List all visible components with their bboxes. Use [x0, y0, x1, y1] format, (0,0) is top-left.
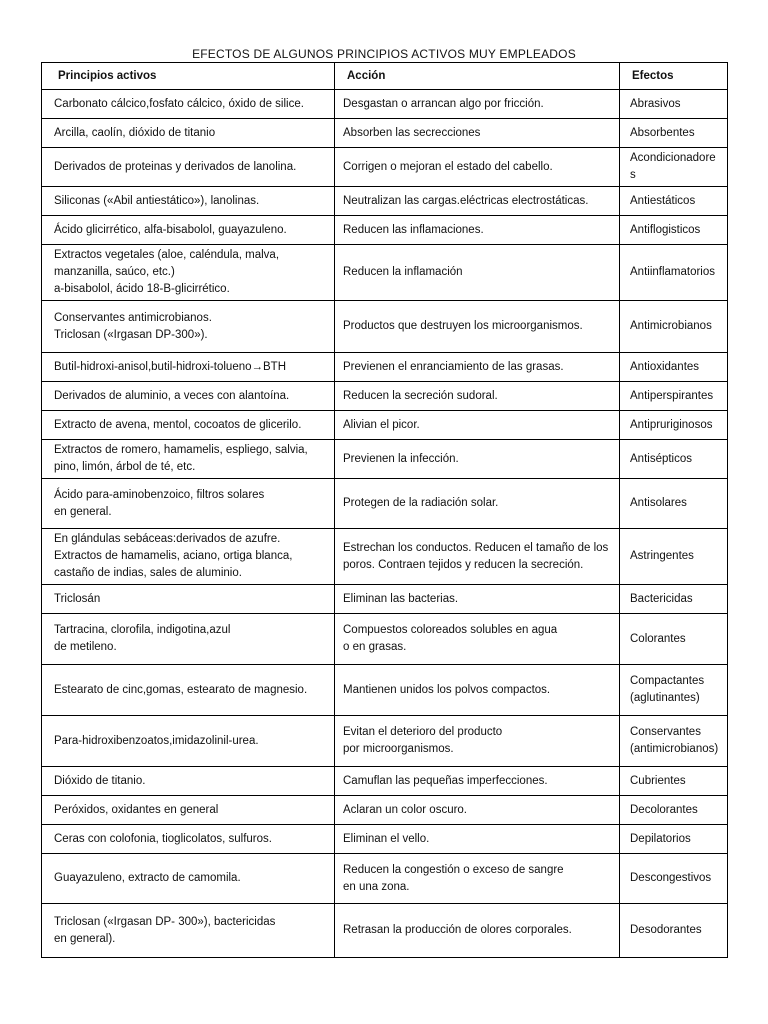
cell-accion-line: Aclaran un color oscuro. [343, 803, 468, 816]
cell-efectos-line: Depilatorios [630, 832, 691, 845]
cell-accion-line: Previenen la infección. [343, 452, 459, 465]
cell-efectos-line: s [630, 169, 636, 181]
cell-accion-line: poros. Contraen tejidos y reducen la secreción. [343, 558, 584, 571]
table-row [42, 301, 728, 353]
cell-efectos-line: Antiperspirantes [630, 389, 714, 402]
cell-efectos [620, 904, 728, 958]
cell-accion-line: Reducen las inflamaciones. [343, 223, 484, 236]
cell-principios-line: Ceras con colofonia, tioglicolatos, sulfuros. [54, 832, 272, 845]
cell-principios [42, 614, 335, 665]
table-row [42, 529, 728, 585]
table-row [42, 854, 728, 904]
cell-efectos-line: (aglutinantes) [630, 692, 700, 704]
cell-principios [42, 216, 335, 245]
table-row [42, 382, 728, 411]
cell-accion-line: Corrigen o mejoran el estado del cabello. [343, 160, 553, 173]
cell-accion [335, 614, 620, 665]
cell-principios-line: Dióxido de titanio. [54, 774, 146, 787]
cell-efectos-line: Antiinflamatorios [630, 266, 716, 278]
cell-principios-line: Triclosán [54, 592, 101, 605]
cell-principios [42, 665, 335, 716]
cell-accion-line: Reducen la secreción sudoral. [343, 389, 498, 402]
cell-accion-line: Absorben las secrecciones [343, 126, 481, 139]
cell-accion-line: o en grasas. [343, 641, 407, 653]
cell-principios-line: Extractos vegetales (aloe, caléndula, malva, [54, 249, 280, 261]
cell-efectos [620, 479, 728, 529]
cell-accion-line: por microorganismos. [343, 743, 454, 755]
cell-principios [42, 119, 335, 148]
cell-accion [335, 90, 620, 119]
cell-accion-line: en una zona. [343, 880, 410, 893]
cell-efectos [620, 440, 728, 479]
table-row [42, 216, 728, 245]
cell-accion [335, 796, 620, 825]
cell-efectos [620, 767, 728, 796]
cell-accion-line: Neutralizan las cargas.eléctricas electrostáticas. [343, 194, 589, 207]
cell-efectos [620, 382, 728, 411]
cell-efectos [620, 614, 728, 665]
cell-efectos [620, 187, 728, 216]
cell-accion [335, 216, 620, 245]
table-row [42, 767, 728, 796]
cell-efectos-line: Antioxidantes [630, 360, 700, 373]
cell-principios [42, 529, 335, 585]
cell-efectos-line: Absorbentes [630, 126, 695, 139]
cell-efectos [620, 825, 728, 854]
cell-principios-line: Extractos de romero, hamamelis, espliego, salvia, [54, 444, 308, 456]
cell-efectos-line: Bactericidas [630, 592, 693, 605]
cell-efectos [620, 665, 728, 716]
cell-principios-line: Extracto de avena, mentol, cocoatos de glicerilo. [54, 418, 302, 431]
cell-efectos-line: Conservantes [630, 726, 701, 738]
cell-principios-line: Butil-hidroxi-anisol,butil-hidroxi-tolueno→BTH [54, 360, 287, 373]
cell-principios-line: castaño de indias, sales de aluminio. [54, 567, 242, 579]
cell-principios [42, 825, 335, 854]
cell-principios [42, 353, 335, 382]
table-row [42, 716, 728, 767]
cell-accion-line: Estrechan los conductos. Reducen el tamaño de los [343, 541, 609, 554]
cell-principios [42, 479, 335, 529]
cell-accion [335, 529, 620, 585]
cell-accion-line: Mantienen unidos los polvos compactos. [343, 683, 551, 696]
cell-accion [335, 854, 620, 904]
cell-principios [42, 716, 335, 767]
cell-principios [42, 796, 335, 825]
cell-accion-line: Eliminan el vello. [343, 832, 430, 845]
cell-principios-line: Arcilla, caolín, dióxido de titanio [54, 126, 216, 139]
cell-principios-line: Derivados de proteinas y derivados de lanolina. [54, 160, 297, 173]
cell-efectos-line: Colorantes [630, 632, 686, 645]
table-row [42, 479, 728, 529]
cell-principios-line: a-bisabolol, ácido 18-B-glicirrético. [54, 283, 230, 295]
table-header-row [42, 63, 728, 90]
cell-efectos [620, 854, 728, 904]
table-row [42, 353, 728, 382]
cell-accion-line: Productos que destruyen los microorganismos. [343, 320, 583, 332]
cell-accion [335, 187, 620, 216]
table-row [42, 665, 728, 716]
table-row [42, 904, 728, 958]
cell-principios-line: de metileno. [54, 641, 117, 653]
table-row [42, 119, 728, 148]
cell-principios-line: Derivados de aluminio, a veces con alantoína. [54, 389, 290, 402]
cell-accion-line: Compuestos coloreados solubles en agua [343, 624, 558, 636]
cell-principios-line: Carbonato cálcico,fosfato cálcico, óxido de silice. [54, 97, 304, 110]
cell-efectos-line: Desodorantes [630, 924, 702, 936]
cell-accion-line: Protegen de la radiación solar. [343, 497, 499, 509]
cell-efectos-line: Decolorantes [630, 803, 698, 816]
cell-accion-line: Alivian el picor. [343, 418, 420, 431]
cell-accion-line: Camuflan las pequeñas imperfecciones. [343, 774, 548, 787]
table-row [42, 796, 728, 825]
header-accion: Acción [335, 63, 620, 90]
cell-efectos-line: Abrasivos [630, 97, 681, 110]
cell-principios [42, 301, 335, 353]
cell-accion [335, 767, 620, 796]
cell-principios-line: manzanilla, saúco, etc.) [54, 266, 175, 278]
cell-principios [42, 585, 335, 614]
table-row [42, 187, 728, 216]
cell-efectos [620, 796, 728, 825]
cell-efectos [620, 585, 728, 614]
cell-accion [335, 411, 620, 440]
cell-efectos-line: Cubrientes [630, 774, 686, 787]
cell-principios-line: pino, limón, árbol de té, etc. [54, 461, 196, 473]
cell-principios-line: Triclosan («Irgasan DP-300»). [54, 328, 208, 341]
cell-accion [335, 382, 620, 411]
table-row [42, 148, 728, 187]
cell-accion-line: Retrasan la producción de olores corporales. [343, 924, 572, 936]
cell-efectos [620, 301, 728, 353]
cell-accion [335, 716, 620, 767]
cell-accion [335, 904, 620, 958]
table-row [42, 440, 728, 479]
table-row [42, 411, 728, 440]
cell-accion [335, 119, 620, 148]
cell-principios [42, 148, 335, 187]
cell-accion [335, 585, 620, 614]
cell-principios-line: en general. [54, 505, 112, 518]
cell-efectos-line: (antimicrobianos) [630, 743, 719, 755]
cell-principios-line: Ácido para-aminobenzoico, filtros solares [54, 488, 265, 501]
cell-accion-line: Evitan el deterioro del producto [343, 726, 503, 738]
cell-efectos [620, 148, 728, 187]
cell-efectos [620, 216, 728, 245]
table-row [42, 245, 728, 301]
cell-efectos-line: Antiflogisticos [630, 223, 701, 236]
cell-efectos-line: Antimicrobianos [630, 320, 712, 332]
cell-efectos-line: Astringentes [630, 550, 694, 562]
cell-principios-line: En glándulas sebáceas:derivados de azufre. [54, 533, 281, 545]
principios-activos-table [41, 62, 728, 958]
cell-accion-line: Desgastan o arrancan algo por fricción. [343, 97, 544, 110]
cell-accion [335, 148, 620, 187]
header-principios: Principios activos [42, 63, 335, 90]
cell-efectos [620, 90, 728, 119]
cell-accion [335, 825, 620, 854]
cell-accion [335, 665, 620, 716]
cell-principios-line: Peróxidos, oxidantes en general [54, 803, 219, 816]
cell-efectos [620, 716, 728, 767]
cell-efectos-line: Acondicionadore [630, 152, 716, 164]
cell-efectos [620, 119, 728, 148]
cell-principios-line: Tartracina, clorofila, indigotina,azul [54, 624, 231, 636]
cell-principios-line: Estearato de cinc,gomas, estearato de magnesio. [54, 683, 308, 696]
cell-accion-line: Eliminan las bacterias. [343, 592, 459, 605]
cell-accion [335, 301, 620, 353]
cell-accion [335, 440, 620, 479]
cell-principios-line: Conservantes antimicrobianos. [54, 311, 212, 324]
cell-principios [42, 90, 335, 119]
table-row [42, 614, 728, 665]
table-row [42, 825, 728, 854]
cell-accion [335, 479, 620, 529]
cell-principios-line: Siliconas («Abil antiestático»), lanolinas. [54, 194, 260, 207]
cell-efectos-line: Descongestivos [630, 872, 712, 884]
cell-accion-line: Reducen la inflamación [343, 266, 463, 278]
cell-efectos [620, 245, 728, 301]
table-row [42, 585, 728, 614]
cell-principios-line: Ácido glicirrético, alfa-bisabolol, guayazuleno. [54, 223, 287, 236]
cell-accion-line: Previenen el enranciamiento de las grasas. [343, 360, 564, 373]
cell-principios-line: Extractos de hamamelis, aciano, ortiga blanca, [54, 550, 293, 562]
cell-efectos-line: Antipruriginosos [630, 418, 713, 431]
document-title: EFECTOS DE ALGUNOS PRINCIPIOS ACTIVOS MUY EMPLEADOS [192, 47, 576, 61]
cell-efectos [620, 411, 728, 440]
cell-principios [42, 187, 335, 216]
table-row [42, 90, 728, 119]
cell-accion [335, 353, 620, 382]
cell-efectos [620, 353, 728, 382]
cell-principios [42, 411, 335, 440]
cell-principios-line: Para-hidroxibenzoatos,imidazolinil-urea. [54, 734, 259, 747]
cell-accion [335, 245, 620, 301]
cell-principios [42, 440, 335, 479]
cell-principios [42, 904, 335, 958]
cell-principios [42, 245, 335, 301]
cell-efectos [620, 529, 728, 585]
cell-efectos-line: Antisolares [630, 497, 687, 509]
cell-principios [42, 382, 335, 411]
cell-principios-line: en general). [54, 932, 116, 945]
header-efectos: Efectos [620, 63, 728, 90]
cell-efectos-line: Compactantes [630, 675, 705, 687]
cell-principios [42, 767, 335, 796]
cell-accion-line: Reducen la congestión o exceso de sangre [343, 863, 564, 876]
cell-efectos-line: Antiestáticos [630, 194, 696, 207]
cell-principios-line: Guayazuleno, extracto de camomila. [54, 872, 241, 884]
cell-principios [42, 854, 335, 904]
cell-efectos-line: Antisépticos [630, 452, 693, 465]
cell-principios-line: Triclosan («Irgasan DP- 300»), bactericidas [54, 915, 276, 928]
